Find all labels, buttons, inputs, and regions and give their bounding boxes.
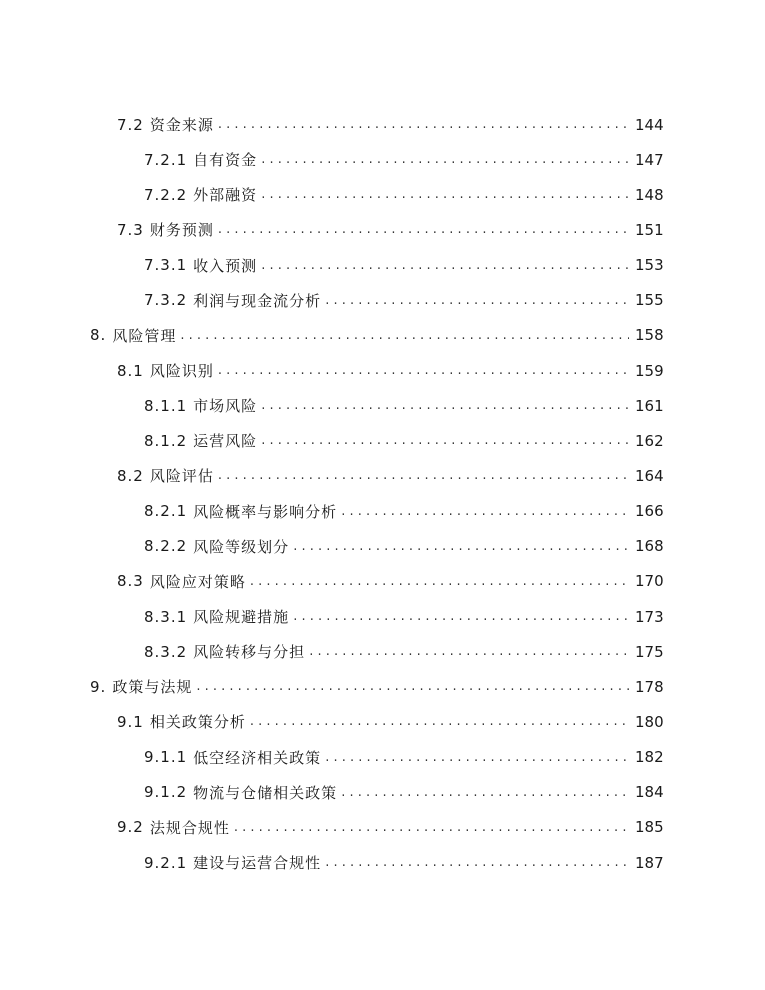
- toc-entry[interactable]: [0, 634, 765, 669]
- toc-page-number: 178: [635, 677, 664, 696]
- dot-leader: [261, 152, 629, 167]
- toc-entry[interactable]: [0, 388, 765, 423]
- dot-leader: [293, 539, 629, 554]
- toc-number: 8.1: [117, 361, 144, 380]
- toc-number: 7.2.2: [144, 185, 188, 204]
- toc-page-number: 159: [635, 361, 664, 380]
- dot-leader: [325, 750, 629, 765]
- toc-title: 财务预测: [149, 221, 214, 240]
- dot-leader: [218, 363, 629, 378]
- toc-entry[interactable]: [0, 810, 765, 845]
- dot-leader: [250, 714, 629, 729]
- toc-title: 低空经济相关政策: [193, 748, 322, 767]
- table-of-contents: [0, 107, 765, 880]
- toc-entry[interactable]: [0, 318, 765, 353]
- toc-entry[interactable]: [0, 458, 765, 493]
- toc-title: 自有资金: [193, 151, 258, 170]
- toc-page-number: 147: [635, 150, 664, 169]
- toc-number: 8.3.2: [144, 642, 188, 661]
- toc-title: 利润与现金流分析: [193, 291, 322, 310]
- toc-title: 资金来源: [149, 116, 214, 135]
- toc-number: 7.3.1: [144, 256, 188, 275]
- toc-number: 9.1.2: [144, 783, 188, 802]
- toc-title: 风险应对策略: [149, 572, 246, 591]
- toc-page-number: 170: [635, 572, 664, 591]
- toc-page-number: 148: [635, 185, 664, 204]
- toc-page-number: 153: [635, 256, 664, 275]
- toc-page-number: 161: [635, 396, 664, 415]
- toc-page-number: 168: [635, 537, 664, 556]
- toc-number: 7.3: [117, 220, 144, 239]
- dot-leader: [261, 433, 629, 448]
- toc-number: 8.2.1: [144, 502, 188, 521]
- dot-leader: [250, 574, 629, 589]
- dot-leader: [325, 855, 629, 870]
- toc-entry[interactable]: [0, 177, 765, 212]
- dot-leader: [196, 679, 629, 694]
- toc-title: 风险概率与影响分析: [193, 502, 338, 521]
- dot-leader: [325, 293, 629, 308]
- toc-page-number: 166: [635, 502, 664, 521]
- toc-title: 风险评估: [149, 467, 214, 486]
- toc-title: 风险识别: [149, 362, 214, 381]
- toc-entry[interactable]: [0, 283, 765, 318]
- toc-page-number: 158: [635, 326, 664, 345]
- dot-leader: [341, 785, 629, 800]
- toc-number: 7.2: [117, 115, 144, 134]
- toc-page-number: 185: [635, 818, 664, 837]
- toc-entry[interactable]: [0, 845, 765, 880]
- toc-number: 8.1.2: [144, 431, 188, 450]
- toc-page-number: 151: [635, 220, 664, 239]
- toc-page-number: 180: [635, 712, 664, 731]
- toc-number: 8.: [90, 326, 107, 345]
- dot-leader: [261, 398, 629, 413]
- dot-leader: [218, 222, 629, 237]
- toc-entry[interactable]: [0, 669, 765, 704]
- toc-number: 9.1.1: [144, 748, 188, 767]
- toc-page-number: 187: [635, 853, 664, 872]
- toc-title: 相关政策分析: [149, 713, 246, 732]
- toc-number: 8.1.1: [144, 396, 188, 415]
- toc-entry[interactable]: [0, 107, 765, 142]
- toc-page-number: 173: [635, 607, 664, 626]
- toc-title: 风险等级划分: [193, 537, 290, 556]
- toc-entry[interactable]: [0, 423, 765, 458]
- toc-entry[interactable]: [0, 704, 765, 739]
- toc-entry[interactable]: [0, 494, 765, 529]
- toc-number: 8.2.2: [144, 537, 188, 556]
- toc-entry[interactable]: [0, 248, 765, 283]
- toc-page-number: 182: [635, 748, 664, 767]
- toc-entry[interactable]: [0, 564, 765, 599]
- toc-number: 8.3: [117, 572, 144, 591]
- toc-title: 政策与法规: [112, 678, 193, 697]
- toc-entry[interactable]: [0, 599, 765, 634]
- toc-page-number: 164: [635, 466, 664, 485]
- dot-leader: [234, 820, 629, 835]
- dot-leader: [341, 504, 629, 519]
- toc-page-number: 175: [635, 642, 664, 661]
- toc-title: 风险规避措施: [193, 608, 290, 627]
- dot-leader: [309, 644, 629, 659]
- dot-leader: [218, 117, 629, 132]
- toc-title: 市场风险: [193, 397, 258, 416]
- dot-leader: [261, 258, 629, 273]
- toc-title: 外部融资: [193, 186, 258, 205]
- toc-entry[interactable]: [0, 775, 765, 810]
- toc-number: 9.: [90, 677, 107, 696]
- toc-title: 法规合规性: [149, 818, 230, 837]
- toc-title: 收入预测: [193, 256, 258, 275]
- toc-entry[interactable]: [0, 529, 765, 564]
- dot-leader: [218, 468, 629, 483]
- toc-number: 9.2.1: [144, 853, 188, 872]
- toc-entry[interactable]: [0, 142, 765, 177]
- dot-leader: [293, 609, 629, 624]
- toc-number: 9.2: [117, 818, 144, 837]
- dot-leader: [180, 328, 629, 343]
- toc-title: 建设与运营合规性: [193, 854, 322, 873]
- toc-page-number: 155: [635, 291, 664, 310]
- toc-entry[interactable]: [0, 353, 765, 388]
- toc-number: 8.2: [117, 466, 144, 485]
- toc-title: 风险转移与分担: [193, 643, 306, 662]
- dot-leader: [261, 187, 629, 202]
- toc-title: 运营风险: [193, 432, 258, 451]
- toc-number: 8.3.1: [144, 607, 188, 626]
- toc-page-number: 162: [635, 431, 664, 450]
- toc-entry[interactable]: [0, 740, 765, 775]
- toc-number: 7.2.1: [144, 150, 188, 169]
- toc-entry[interactable]: [0, 212, 765, 247]
- toc-number: 7.3.2: [144, 291, 188, 310]
- toc-title: 物流与仓储相关政策: [193, 783, 338, 802]
- toc-page-number: 184: [635, 783, 664, 802]
- toc-title: 风险管理: [112, 326, 177, 345]
- toc-number: 9.1: [117, 712, 144, 731]
- toc-page-number: 144: [635, 115, 664, 134]
